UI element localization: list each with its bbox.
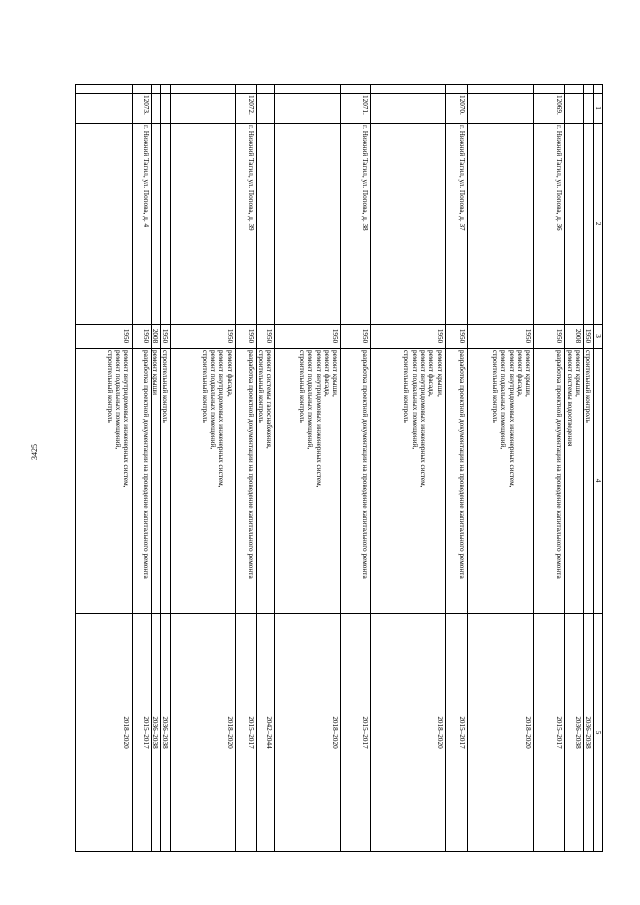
row-period-text: 2018–2020 [331, 716, 340, 749]
row-year-text: 1950 [361, 328, 370, 344]
row-period-text: 2015–2017 [247, 716, 256, 749]
row-work-text: ремонт внутридомовых инженерных систем, ремонт подвальных помещений, строительный контроль [105, 350, 131, 488]
row-address-text: г. Нижний Тагил, ул. Попова, д. 37 [458, 125, 467, 231]
row-year-text: 1950 [458, 328, 467, 344]
table-frame [75, 84, 603, 852]
row-period-text: 2015–2017 [458, 716, 467, 749]
header-cell-5: 5 [594, 730, 602, 735]
row-year-text: 1950 [225, 328, 234, 344]
row-work-text: разработка проектной документации на проведение капитального ремонта [458, 350, 467, 579]
row-work-text: разработка проектной документации на проведение капитального ремонта [247, 350, 256, 579]
row-year-text: 1950 [331, 328, 340, 344]
row-year-text: 1950 [161, 328, 169, 344]
row-period-text: 2036–2038 [161, 716, 169, 749]
row-work-text: ремонт крыши [151, 350, 160, 396]
row-id-text: 12070. [458, 95, 467, 115]
row-year-text: 1950 [435, 328, 444, 344]
row-address-text: г. Нижний Тагил, ул. Попова, д. 36 [555, 125, 564, 231]
row-period-text: 2015–2017 [555, 716, 564, 749]
header-cell-3: 3 [594, 334, 602, 338]
header-cell-1-num: 1 [594, 106, 602, 110]
row-work-text: ремонт системы газоснабжения, строительный контроль [257, 350, 274, 449]
row-period-text: 2018–2020 [524, 716, 533, 749]
row-id-text: 12072. [247, 95, 256, 115]
row-work-text: разработка проектной документации на проведение капитального ремонта [555, 350, 564, 579]
row-address-text: г. Нижний Тагил, ул. Попова, д. 39 [247, 125, 256, 231]
row-work-text: ремонт крыши, ремонт системы водоотведения [566, 350, 583, 447]
row-year-text: 1950 [584, 328, 592, 344]
table-body-rotated [75, 84, 603, 852]
page-number: 3425 [30, 444, 39, 460]
row-id-text: 12069. [555, 95, 564, 115]
works-table [75, 84, 603, 852]
row-work-text: строительный контроль [161, 350, 169, 423]
row-year-text: 2008 [574, 328, 583, 344]
row-period-text: 2015–2017 [141, 716, 150, 749]
row-period-text: 2018–2020 [122, 716, 131, 749]
row-work-text: строительный контроль [584, 350, 592, 423]
row-work-text: разработка проектной документации на проведение капитального ремонта [141, 350, 150, 579]
row-period-text: 2018–2020 [435, 716, 444, 749]
row-id-text: 12073. [141, 95, 150, 115]
row-work-text: ремонт крыши, ремонт фасада, ремонт внутридомовых инженерных систем, ремонт подвальных помещений, строительный контроль [402, 350, 444, 488]
row-year-text: 1950 [524, 328, 533, 344]
row-year-text: 1950 [247, 328, 256, 344]
row-work-text: ремонт крыши, ремонт фасада, ремонт внутридомовых инженерных систем, ремонт подвальных помещений, строительный контроль [490, 350, 533, 488]
row-period-text: 2036–2038 [584, 716, 592, 749]
row-period-text: 2042–2044 [265, 716, 274, 749]
row-year-text: 1950 [555, 328, 564, 344]
row-year-text: 2008 [151, 328, 160, 344]
row-period-text: 2036–2038 [574, 716, 583, 749]
header-cell-2: 2 [594, 221, 602, 226]
row-id-text: 12071. [361, 95, 370, 115]
row-work-text: ремонт фасада, ремонт внутридомовых инженерных систем, ремонт подвальных помещений, строительный контроль [200, 350, 234, 488]
row-address-text: г. Нижний Тагил, ул. Попова, д. 4 [141, 125, 150, 228]
row-year-text: 1950 [265, 328, 274, 344]
row-period-text: 2015–2017 [361, 716, 370, 749]
row-work-text: ремонт крыши, ремонт фасада, ремонт внутридомовых инженерных систем, ремонт подвальных помещений, строительный контроль [297, 350, 340, 488]
row-year-text: 1950 [141, 328, 150, 344]
row-work-text: разработка проектной документации на проведение капитального ремонта [361, 350, 370, 579]
header-cell-4: 4 [594, 478, 602, 483]
row-period-text: 2018–2020 [225, 716, 234, 749]
row-year-text: 1950 [122, 328, 131, 344]
row-address-text: г. Нижний Тагил, ул. Попова, д. 38 [361, 125, 370, 231]
row-period-text: 2036–2038 [151, 716, 160, 749]
